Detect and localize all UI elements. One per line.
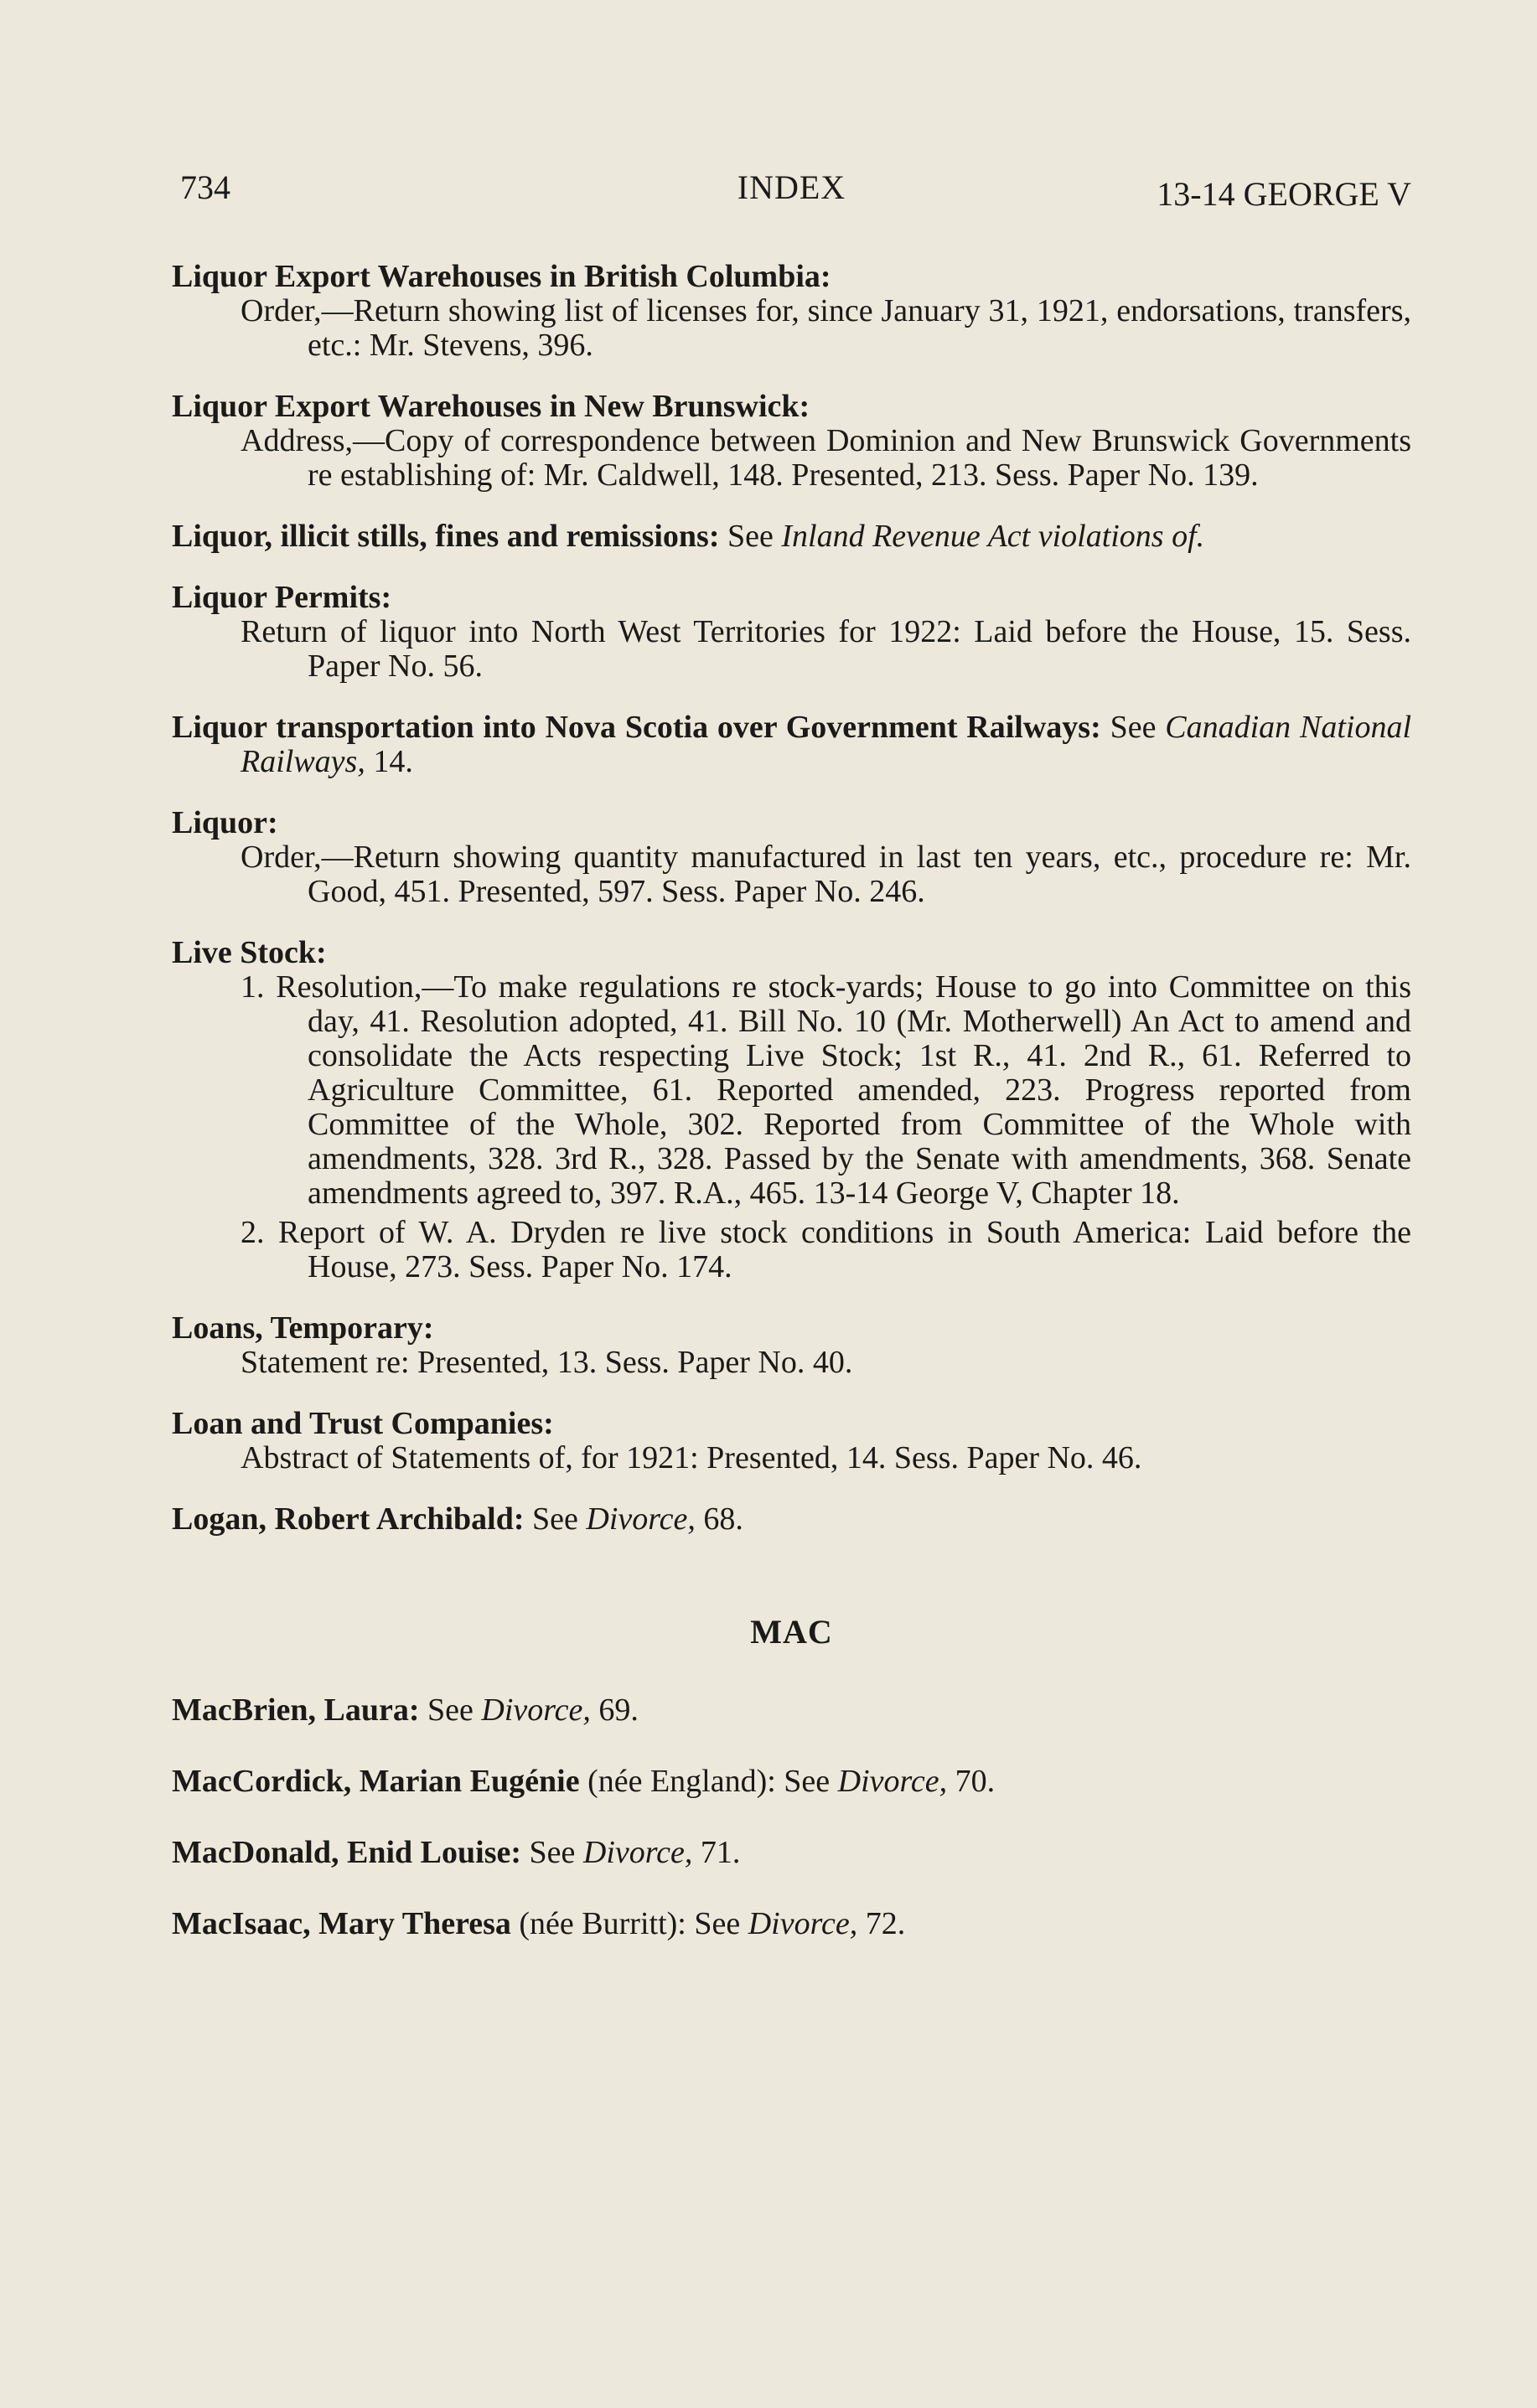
entry-text: Return of liquor into North West Territories for 1922: Laid before the House, 15. Sess. Paper No. 56. [241,614,1411,684]
entry-heading: Liquor, illicit stills, fines and remissions: [172,519,720,554]
index-entries [172,260,1411,1941]
see-prefix: See [727,519,774,554]
see-page: 69. [598,1692,639,1728]
entry-heading: Liquor Export Warehouses in British Columbia: [172,259,831,294]
index-entry [172,1502,1411,1537]
entry-heading: MacDonald, Enid Louise: [172,1835,522,1870]
see-page: 72. [865,1906,906,1941]
index-entry [172,260,1411,363]
see-reference: Canadian National Railways, [241,710,1412,779]
entry-item: 2. Report of W. A. Dryden re live stock conditions in South America: Laid before the House, 273. Sess. Paper No. 174. [241,1215,1411,1284]
index-entry [172,1765,1411,1799]
entry-heading: Loan and Trust Companies: [172,1406,554,1441]
see-reference: Divorce, [582,1835,693,1870]
running-head [172,168,1411,226]
entry-heading: MacBrien, Laura: [172,1692,420,1728]
see-reference: Divorce, [481,1692,591,1728]
entry-note: (née Burritt): [519,1906,686,1941]
entry-text: Address,—Copy of correspondence between Dominion and New Brunswick Governments re establishing of: Mr. Caldwell, 148. Presented, 213. Sess. Paper No. 139. [241,423,1411,493]
index-entry [172,581,1411,684]
index-entry [172,936,1411,1284]
see-prefix: See [529,1835,576,1870]
entry-heading: Loans, Temporary: [172,1310,434,1346]
see-reference: Divorce, [837,1764,948,1799]
see-prefix: See [784,1764,831,1799]
index-entry [172,711,1411,779]
index-entry [172,519,1411,554]
entry-heading: Liquor transportation into Nova Scotia over Government Railways: [172,710,1101,745]
entry-text: Statement re: Presented, 13. Sess. Paper No. 40. [241,1345,853,1380]
see-page: 68. [703,1501,743,1537]
see-reference: Divorce, [748,1906,858,1941]
index-entry [172,390,1411,493]
entry-text: Abstract of Statements of, for 1921: Presented, 14. Sess. Paper No. 46. [241,1440,1142,1475]
entry-heading: MacIsaac, Mary Theresa [172,1906,511,1941]
entry-heading: Liquor Permits: [172,580,392,615]
index-entry [172,1907,1411,1941]
entry-text: Order,—Return showing list of licenses for, since January 31, 1921, endorsations, transfers, etc.: Mr. Stevens, 396. [241,293,1411,363]
see-page: 71. [700,1835,741,1870]
entry-heading: Live Stock: [172,935,327,970]
see-page: 70. [955,1764,996,1799]
entry-text: Order,—Return showing quantity manufactured in last ten years, etc., procedure re: Mr. Good, 451. Presented, 597. Sess. Paper No. 246. [241,840,1411,909]
see-prefix: See [694,1906,741,1941]
reign-label: 13-14 GEORGE V [1157,175,1411,213]
see-reference: Divorce, [586,1501,696,1537]
entry-item: 1. Resolution,—To make regulations re stock-yards; House to go into Committee on this day, 41. Resolution adopted, 41. Bill No. 10 (Mr. Motherwell) An Act to amend and consolidate the Acts respecting Live Stock; 1st R., 41. 2nd R., 61. Referred to Agriculture Committee, 61. Reported amended, 223. Progress reported from Committee of the Whole, 302. Reported from Committee of the Whole with amendments, 328. 3rd R., 328. Passed by the Senate with amendments, 368. Senate amendments agreed to, 397. R.A., 465. 13-14 George V, Chapter 18. [241,969,1411,1211]
entry-heading: Logan, Robert Archibald: [172,1501,525,1537]
page-number: 734 [180,168,230,206]
index-entry [172,1693,1411,1728]
index-entry [172,1407,1411,1475]
see-prefix: See [427,1692,474,1728]
entry-heading: MacCordick, Marian Eugénie [172,1764,580,1799]
index-entry [172,1311,1411,1380]
see-reference: Inland Revenue Act violations of. [781,519,1205,554]
page-title: INDEX [737,168,846,206]
see-prefix: See [532,1501,578,1537]
entry-note: (née England): [587,1764,776,1799]
see-page: 14. [373,744,413,779]
entry-heading: Liquor Export Warehouses in New Brunswick: [172,389,810,424]
index-entry [172,806,1411,909]
see-prefix: See [1110,710,1157,745]
index-entry [172,1836,1411,1870]
section-title: MAC [750,1613,833,1651]
entry-heading: Liquor: [172,805,278,840]
